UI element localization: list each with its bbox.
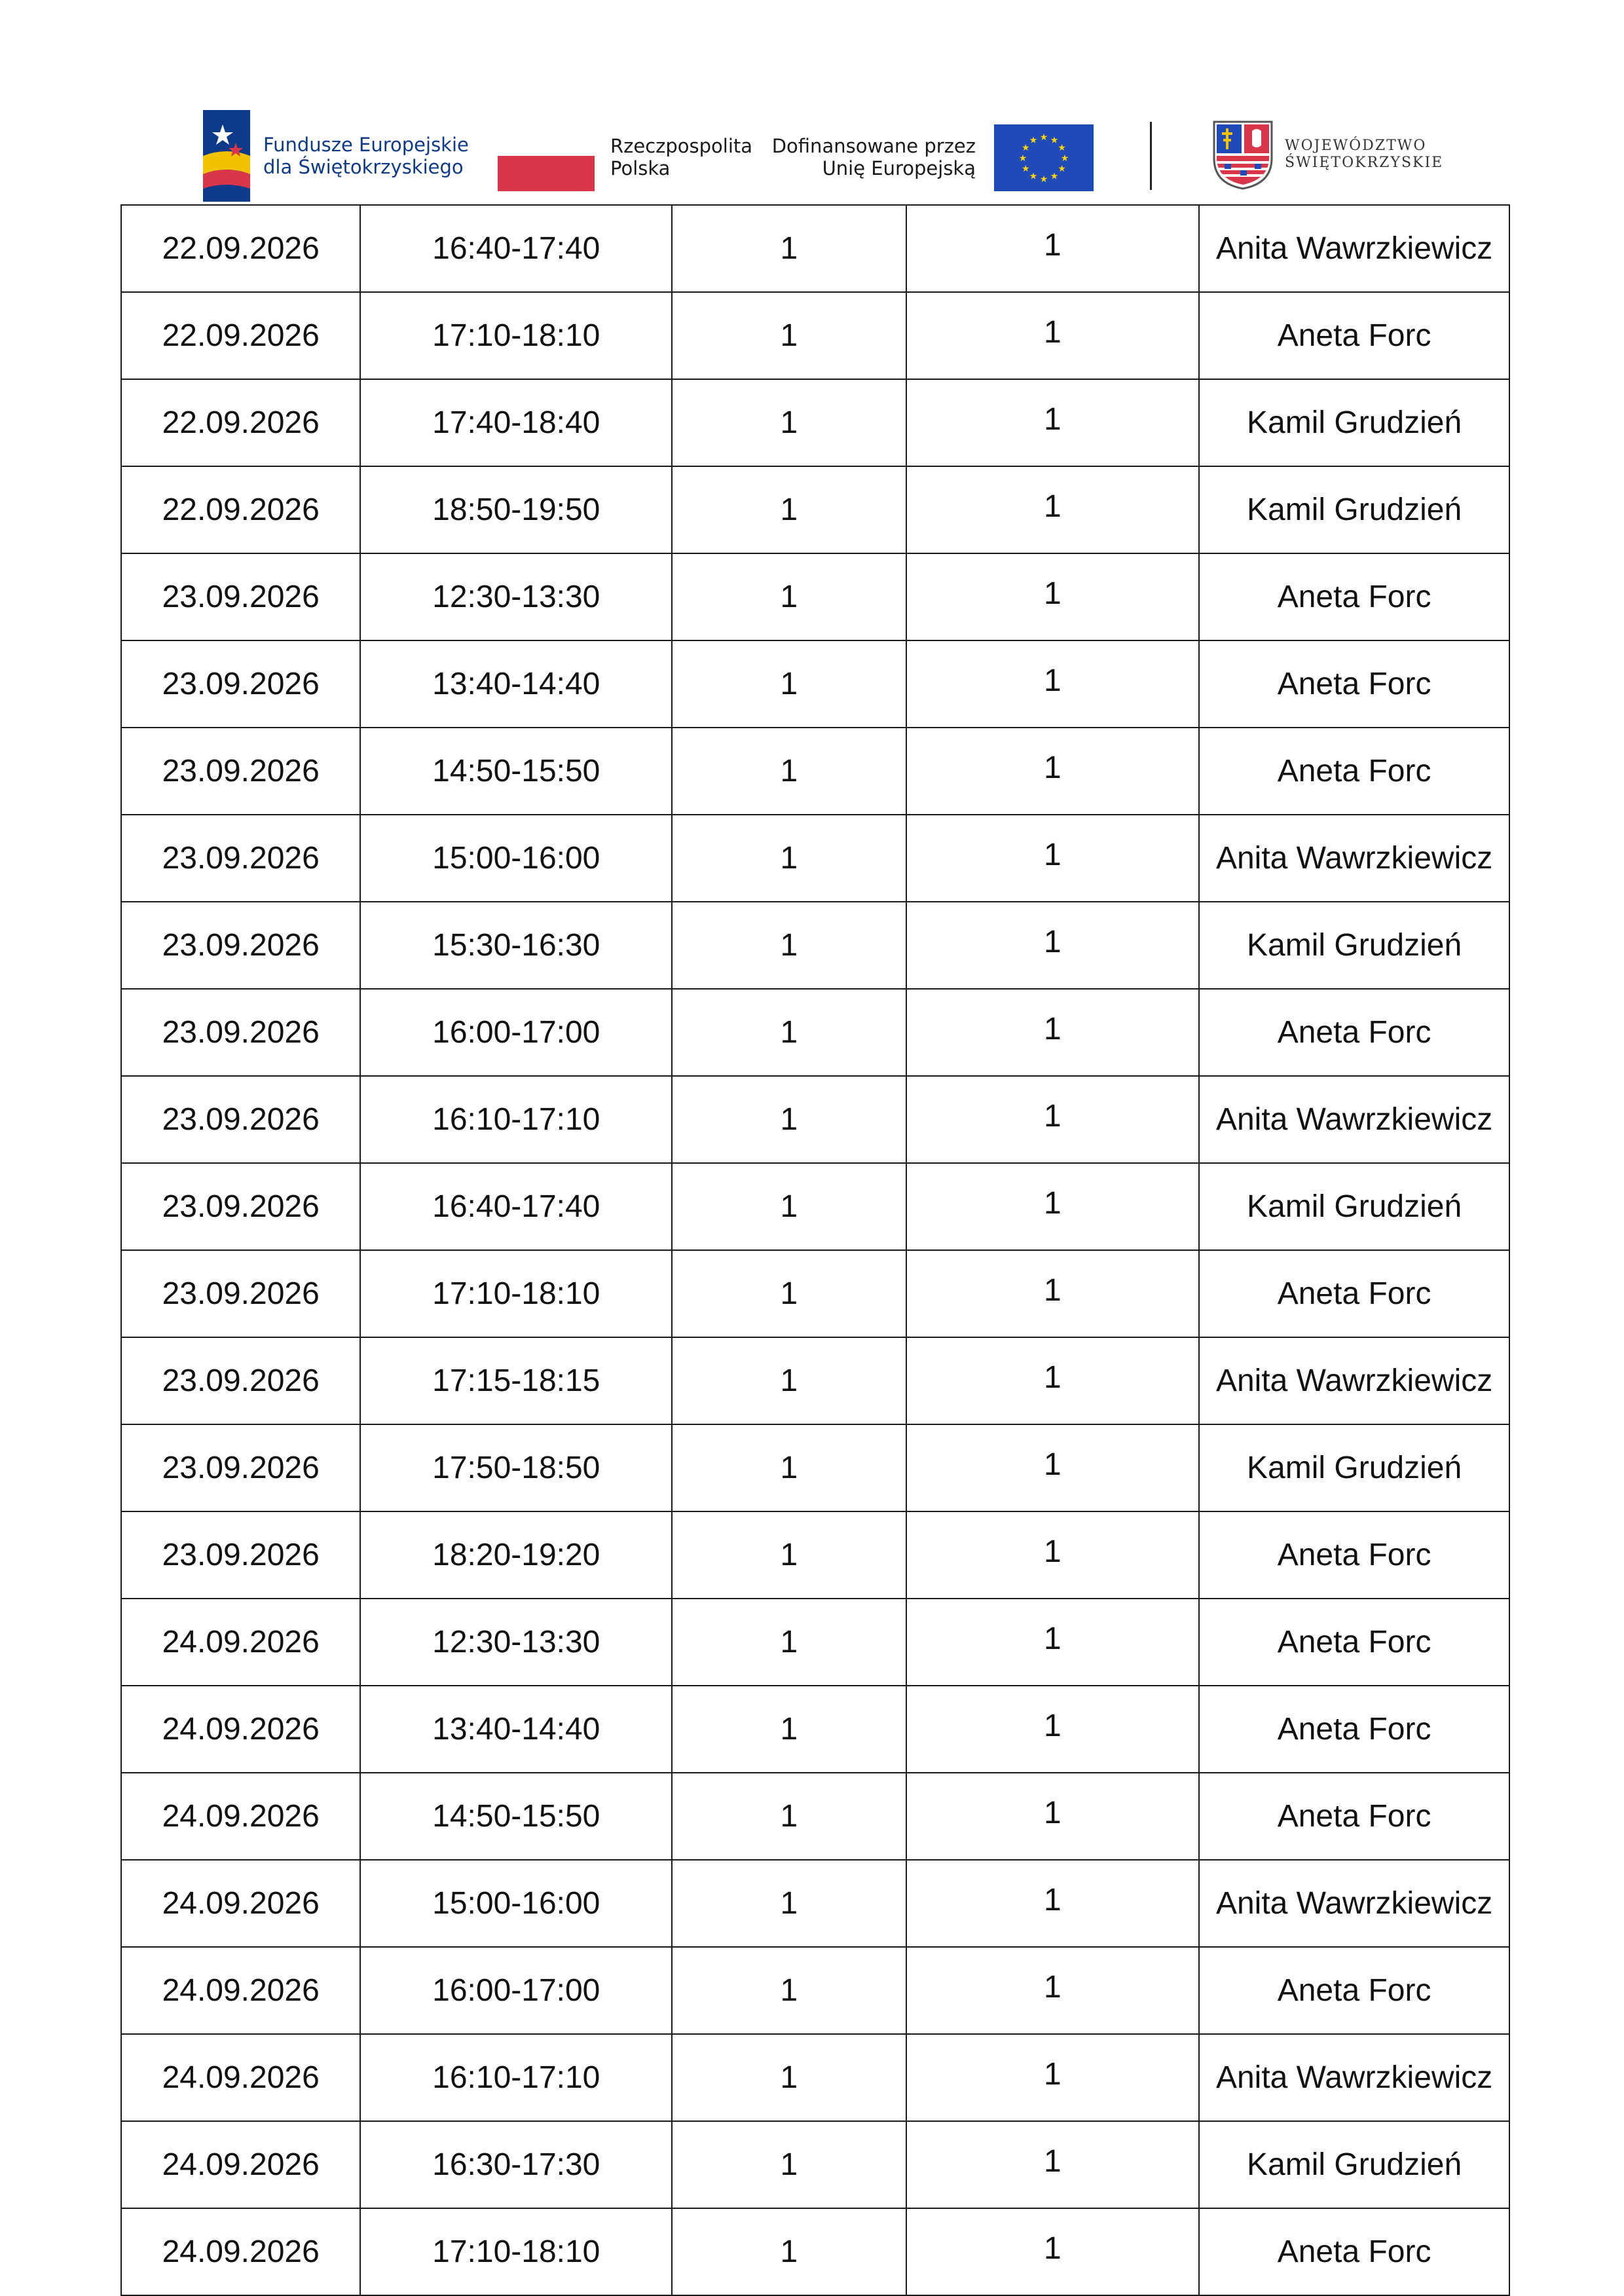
table-row xyxy=(121,1424,1509,1511)
name-cell: Aneta Forc xyxy=(1199,1947,1509,2034)
sw-line-1: WOJEWÓDZTWO xyxy=(1285,138,1427,154)
time-cell: 15:00-16:00 xyxy=(360,815,672,902)
time-cell: 17:10-18:10 xyxy=(360,1250,672,1337)
count-cell-1: 1 xyxy=(672,379,906,466)
name-cell: Anita Wawrzkiewicz xyxy=(1199,1076,1509,1163)
count-cell-2: 1 xyxy=(906,1337,1200,1424)
table-row xyxy=(121,1947,1509,2034)
count-cell-1: 1 xyxy=(672,902,906,989)
table-row xyxy=(121,1163,1509,1250)
date-cell: 23.09.2026 xyxy=(121,815,360,902)
rzeczpospolita-polska-logo xyxy=(498,131,760,203)
count-cell-1: 1 xyxy=(672,466,906,553)
name-cell: Anita Wawrzkiewicz xyxy=(1199,1860,1509,1947)
eu-star-icon: ★ xyxy=(1039,132,1048,142)
schedule-body xyxy=(121,205,1509,2295)
logo-bar xyxy=(0,0,1624,203)
count-cell-1: 1 xyxy=(672,815,906,902)
polish-flag-white xyxy=(498,131,595,156)
count-cell-2: 1 xyxy=(906,205,1200,292)
name-cell: Aneta Forc xyxy=(1199,640,1509,728)
name-cell: Kamil Grudzień xyxy=(1199,466,1509,553)
eu-star-icon: ★ xyxy=(1039,174,1048,184)
table-row xyxy=(121,1076,1509,1163)
date-cell: 23.09.2026 xyxy=(121,1424,360,1511)
name-cell: Kamil Grudzień xyxy=(1199,1163,1509,1250)
name-cell: Kamil Grudzień xyxy=(1199,2121,1509,2208)
date-cell: 23.09.2026 xyxy=(121,553,360,640)
table-row xyxy=(121,1599,1509,1686)
count-cell-1: 1 xyxy=(672,553,906,640)
date-cell: 22.09.2026 xyxy=(121,292,360,379)
name-cell: Aneta Forc xyxy=(1199,1599,1509,1686)
count-cell-1: 1 xyxy=(672,205,906,292)
logo-divider xyxy=(1150,122,1152,190)
name-cell: Aneta Forc xyxy=(1199,1250,1509,1337)
date-cell: 24.09.2026 xyxy=(121,2121,360,2208)
time-cell: 18:20-19:20 xyxy=(360,1511,672,1599)
date-cell: 24.09.2026 xyxy=(121,1860,360,1947)
date-cell: 23.09.2026 xyxy=(121,728,360,815)
date-cell: 23.09.2026 xyxy=(121,1250,360,1337)
name-cell: Aneta Forc xyxy=(1199,728,1509,815)
time-cell: 16:40-17:40 xyxy=(360,1163,672,1250)
eu-star-icon: ★ xyxy=(1050,170,1059,181)
table-row xyxy=(121,728,1509,815)
count-cell-2: 1 xyxy=(906,640,1200,728)
wojewodztwo-swietokrzyskie-logo xyxy=(1211,119,1447,198)
eu-star-icon: ★ xyxy=(1029,134,1038,145)
rp-line-2: Polska xyxy=(610,157,671,179)
table-row xyxy=(121,989,1509,1076)
name-cell: Kamil Grudzień xyxy=(1199,1424,1509,1511)
table-row xyxy=(121,1686,1509,1773)
eu-star-icon: ★ xyxy=(1060,153,1069,163)
fe-line-2: dla Świętokrzyskiego xyxy=(263,156,464,178)
time-cell: 18:50-19:50 xyxy=(360,466,672,553)
fundusze-europejskie-logo xyxy=(203,110,478,202)
eu-stars-icon xyxy=(994,124,1094,191)
eu-star-icon: ★ xyxy=(1058,163,1066,174)
name-cell: Aneta Forc xyxy=(1199,1511,1509,1599)
time-cell: 12:30-13:30 xyxy=(360,553,672,640)
table-row xyxy=(121,292,1509,379)
count-cell-2: 1 xyxy=(906,902,1200,989)
name-cell: Kamil Grudzień xyxy=(1199,902,1509,989)
table-row xyxy=(121,466,1509,553)
eu-line-2: Unię Europejską xyxy=(822,157,976,179)
count-cell-1: 1 xyxy=(672,2208,906,2295)
eu-star-icon: ★ xyxy=(1022,142,1030,153)
count-cell-1: 1 xyxy=(672,1424,906,1511)
table-row xyxy=(121,553,1509,640)
date-cell: 23.09.2026 xyxy=(121,1511,360,1599)
rp-line-1: Rzeczpospolita xyxy=(610,135,753,157)
fe-line-1: Fundusze Europejskie xyxy=(263,134,469,156)
eu-flag-icon xyxy=(994,124,1094,191)
table-row xyxy=(121,902,1509,989)
eu-star-icon: ★ xyxy=(1022,163,1030,174)
name-cell: Anita Wawrzkiewicz xyxy=(1199,815,1509,902)
count-cell-2: 1 xyxy=(906,1599,1200,1686)
date-cell: 24.09.2026 xyxy=(121,1773,360,1860)
fe-logo-text xyxy=(263,134,469,178)
time-cell: 12:30-13:30 xyxy=(360,1599,672,1686)
date-cell: 23.09.2026 xyxy=(121,989,360,1076)
eu-star-icon: ★ xyxy=(1058,142,1066,153)
date-cell: 24.09.2026 xyxy=(121,1686,360,1773)
count-cell-2: 1 xyxy=(906,728,1200,815)
count-cell-2: 1 xyxy=(906,466,1200,553)
name-cell: Anita Wawrzkiewicz xyxy=(1199,205,1509,292)
time-cell: 14:50-15:50 xyxy=(360,728,672,815)
name-cell: Aneta Forc xyxy=(1199,1773,1509,1860)
eu-cofinanced-logo xyxy=(771,124,1094,203)
count-cell-2: 1 xyxy=(906,1163,1200,1250)
name-cell: Aneta Forc xyxy=(1199,2208,1509,2295)
time-cell: 13:40-14:40 xyxy=(360,1686,672,1773)
time-cell: 16:10-17:10 xyxy=(360,2034,672,2121)
sw-logo-text xyxy=(1285,138,1443,172)
date-cell: 23.09.2026 xyxy=(121,1163,360,1250)
eu-star-icon: ★ xyxy=(1050,134,1059,145)
time-cell: 14:50-15:50 xyxy=(360,1773,672,1860)
count-cell-2: 1 xyxy=(906,2208,1200,2295)
count-cell-1: 1 xyxy=(672,1511,906,1599)
time-cell: 15:30-16:30 xyxy=(360,902,672,989)
time-cell: 16:00-17:00 xyxy=(360,989,672,1076)
count-cell-1: 1 xyxy=(672,1860,906,1947)
date-cell: 23.09.2026 xyxy=(121,1076,360,1163)
name-cell: Aneta Forc xyxy=(1199,292,1509,379)
date-cell: 23.09.2026 xyxy=(121,902,360,989)
eu-star-icon: ★ xyxy=(1018,153,1027,163)
name-cell: Anita Wawrzkiewicz xyxy=(1199,2034,1509,2121)
date-cell: 22.09.2026 xyxy=(121,205,360,292)
date-cell: 24.09.2026 xyxy=(121,1947,360,2034)
table-row xyxy=(121,2034,1509,2121)
name-cell: Aneta Forc xyxy=(1199,553,1509,640)
count-cell-2: 1 xyxy=(906,1686,1200,1773)
time-cell: 13:40-14:40 xyxy=(360,640,672,728)
count-cell-1: 1 xyxy=(672,292,906,379)
table-row xyxy=(121,1511,1509,1599)
date-cell: 23.09.2026 xyxy=(121,640,360,728)
count-cell-2: 1 xyxy=(906,2121,1200,2208)
name-cell: Aneta Forc xyxy=(1199,989,1509,1076)
date-cell: 24.09.2026 xyxy=(121,2208,360,2295)
count-cell-2: 1 xyxy=(906,379,1200,466)
table-row xyxy=(121,1773,1509,1860)
count-cell-1: 1 xyxy=(672,1337,906,1424)
rp-logo-text xyxy=(610,135,752,179)
date-cell: 24.09.2026 xyxy=(121,1599,360,1686)
count-cell-2: 1 xyxy=(906,1511,1200,1599)
count-cell-2: 1 xyxy=(906,1947,1200,2034)
count-cell-2: 1 xyxy=(906,989,1200,1076)
count-cell-2: 1 xyxy=(906,2034,1200,2121)
table-row xyxy=(121,815,1509,902)
count-cell-2: 1 xyxy=(906,815,1200,902)
time-cell: 17:10-18:10 xyxy=(360,2208,672,2295)
count-cell-1: 1 xyxy=(672,728,906,815)
count-cell-1: 1 xyxy=(672,1163,906,1250)
time-cell: 17:15-18:15 xyxy=(360,1337,672,1424)
table-row xyxy=(121,2208,1509,2295)
time-cell: 15:00-16:00 xyxy=(360,1860,672,1947)
count-cell-1: 1 xyxy=(672,989,906,1076)
table-row xyxy=(121,1337,1509,1424)
count-cell-2: 1 xyxy=(906,1076,1200,1163)
count-cell-1: 1 xyxy=(672,2121,906,2208)
date-cell: 22.09.2026 xyxy=(121,379,360,466)
name-cell: Aneta Forc xyxy=(1199,1686,1509,1773)
time-cell: 17:10-18:10 xyxy=(360,292,672,379)
count-cell-1: 1 xyxy=(672,1686,906,1773)
name-cell: Kamil Grudzień xyxy=(1199,379,1509,466)
name-cell: Anita Wawrzkiewicz xyxy=(1199,1337,1509,1424)
eu-star-icon: ★ xyxy=(1029,170,1038,181)
date-cell: 22.09.2026 xyxy=(121,466,360,553)
count-cell-1: 1 xyxy=(672,1076,906,1163)
eu-line-1: Dofinansowane przez xyxy=(771,135,976,157)
count-cell-1: 1 xyxy=(672,640,906,728)
count-cell-2: 1 xyxy=(906,1860,1200,1947)
eu-logo-text xyxy=(772,135,976,179)
count-cell-2: 1 xyxy=(906,1250,1200,1337)
time-cell: 16:00-17:00 xyxy=(360,1947,672,2034)
table-row xyxy=(121,379,1509,466)
date-cell: 23.09.2026 xyxy=(121,1337,360,1424)
count-cell-2: 1 xyxy=(906,1424,1200,1511)
date-cell: 24.09.2026 xyxy=(121,2034,360,2121)
sw-line-2: ŚWIĘTOKRZYSKIE xyxy=(1285,155,1444,171)
table-row xyxy=(121,1250,1509,1337)
time-cell: 17:50-18:50 xyxy=(360,1424,672,1511)
count-cell-2: 1 xyxy=(906,553,1200,640)
table-row xyxy=(121,1860,1509,1947)
count-cell-1: 1 xyxy=(672,2034,906,2121)
time-cell: 16:40-17:40 xyxy=(360,205,672,292)
count-cell-2: 1 xyxy=(906,292,1200,379)
time-cell: 17:40-18:40 xyxy=(360,379,672,466)
count-cell-1: 1 xyxy=(672,1773,906,1860)
polish-flag-icon xyxy=(498,156,595,191)
fe-flag-icon xyxy=(203,110,255,202)
count-cell-1: 1 xyxy=(672,1599,906,1686)
count-cell-2: 1 xyxy=(906,1773,1200,1860)
schedule-table xyxy=(120,204,1510,2296)
table-row xyxy=(121,2121,1509,2208)
count-cell-1: 1 xyxy=(672,1947,906,2034)
time-cell: 16:30-17:30 xyxy=(360,2121,672,2208)
table-row xyxy=(121,640,1509,728)
count-cell-1: 1 xyxy=(672,1250,906,1337)
time-cell: 16:10-17:10 xyxy=(360,1076,672,1163)
table-row xyxy=(121,205,1509,292)
coat-of-arms-icon xyxy=(1211,119,1274,191)
